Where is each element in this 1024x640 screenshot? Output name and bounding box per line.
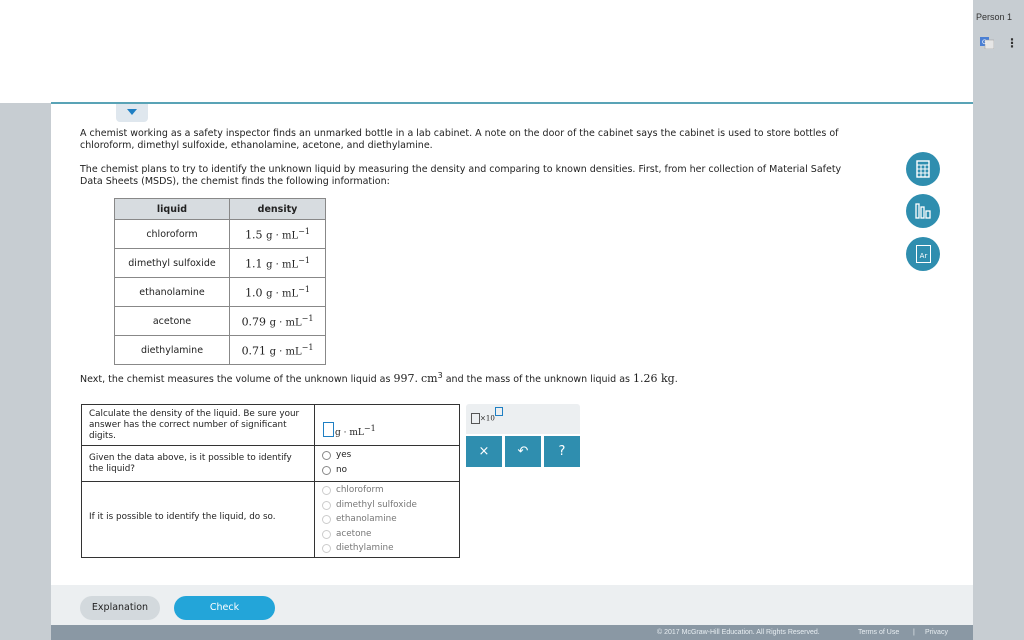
volume-value: 997. [393,372,418,386]
density-table [114,198,326,365]
option-label: ethanolamine [336,514,397,524]
x10-label: ×10 [480,414,495,423]
density-unit: g · mL [269,346,302,358]
density-unit: g · mL [266,230,299,242]
q1-text [89,409,299,442]
radio-diethylamine[interactable] [322,544,331,553]
density-exponent: −1 [298,284,310,294]
density-cell [230,220,326,249]
calculator-button[interactable] [906,152,940,186]
option-label: acetone [336,529,372,539]
density-cell [230,336,326,365]
periodic-table-icon: Ar [916,245,931,263]
density-cell [230,278,326,307]
browser-top-area [0,0,973,103]
intro-text-line2: chloroform, dimethyl sulfoxide, ethanolamine, acetone, and diethylamine. [80,140,433,151]
q2-line: the liquid? [89,464,135,474]
terms-link[interactable]: Terms of Use [858,629,900,636]
radio-no-label: no [336,465,347,475]
answer-unit [335,424,376,438]
chevron-down-icon [127,109,137,115]
answer-unit-exponent: −1 [363,424,376,433]
collapse-tab[interactable] [116,104,148,122]
q2-row [82,445,459,482]
option-label: diethylamine [336,543,394,553]
q1-line: Calculate the density of the liquid. Be sure your [89,409,300,419]
radio-yes-label: yes [336,450,352,460]
q2-line: Given the data above, is it possible to identify [89,453,292,463]
left-frame [0,103,51,640]
help-button[interactable]: ? [544,436,580,467]
radio-ethanolamine[interactable] [322,515,331,524]
privacy-link[interactable]: Privacy [925,629,948,636]
density-unit: g · mL [266,259,299,271]
check-button[interactable]: Check [174,596,275,620]
header-divider [51,102,973,104]
liquid-cell: dimethyl sulfoxide [115,249,230,278]
density-answer-input[interactable] [323,422,334,437]
density-unit: g · mL [266,288,299,300]
q3-row [82,481,459,558]
radio-no[interactable] [322,466,331,475]
density-value: 1.0 [245,286,263,300]
measurement-text-b: and the mass of the unknown liquid as [445,374,630,386]
density-cell [230,307,326,336]
table-row [115,220,326,249]
option-label: chloroform [336,485,384,495]
volume-unit: cm [421,372,438,386]
copyright-text: © 2017 McGraw-Hill Education. All Rights Reserved. [657,629,820,636]
undo-button[interactable]: ↶ [505,436,541,467]
radio-dimethyl-sulfoxide[interactable] [322,501,331,510]
bar-chart-icon [906,194,940,228]
liquid-cell: ethanolamine [115,278,230,307]
q1-line: answer has the correct number of significant [89,420,287,430]
option-label: dimethyl sulfoxide [336,500,417,510]
answer-unit-text: g · mL [335,428,364,438]
measurement-text [80,370,678,386]
table-row [115,336,326,365]
plan-text-line1: The chemist plans to try to identify the unknown liquid by measuring the density and comparing to known densities. First, from her collection of Material Safety [80,164,842,175]
scientific-notation-button[interactable] [471,413,503,424]
density-value: 0.71 [241,344,267,358]
footer-separator: | [913,629,915,636]
svg-text:G: G [982,39,987,46]
radio-yes[interactable] [322,451,331,460]
right-frame [973,0,1024,640]
liquid-cell: acetone [115,307,230,336]
table-row [115,249,326,278]
table-row [115,307,326,336]
density-exponent: −1 [301,313,314,323]
density-exponent: −1 [301,342,314,352]
clear-button[interactable]: × [466,436,502,467]
density-value: 1.1 [245,257,263,271]
mantissa-box-icon [471,413,480,424]
radio-acetone[interactable] [322,530,331,539]
more-options-icon[interactable]: ⋮ [1006,36,1018,50]
liquid-cell: chloroform [115,220,230,249]
density-value: 1.5 [245,228,263,242]
q1-line: digits. [89,431,116,441]
exponent-box-icon [495,407,503,416]
plan-text-line2: Data Sheets (MSDS), the chemist finds the following information: [80,176,390,187]
q3-text: If it is possible to identify the liquid, do so. [89,512,276,522]
q2-text [89,453,292,475]
density-unit: g · mL [269,317,302,329]
data-button[interactable] [906,194,940,228]
translate-icon[interactable] [980,37,994,49]
volume-exponent: 3 [437,371,443,380]
density-value: 0.79 [241,315,267,329]
user-profile-label[interactable]: Person 1 [976,12,1013,22]
measurement-text-a: Next, the chemist measures the volume of the unknown liquid as [80,374,391,386]
radio-chloroform[interactable] [322,486,331,495]
density-exponent: −1 [298,226,310,236]
explanation-button[interactable]: Explanation [80,596,160,620]
density-exponent: −1 [298,255,310,265]
density-cell [230,249,326,278]
table-header-liquid: liquid [115,199,230,220]
bottom-bar [51,625,973,640]
mass-value: 1.26 kg [633,372,675,386]
table-row [115,278,326,307]
intro-text-line1: A chemist working as a safety inspector finds an unmarked bottle in a lab cabinet. A note on the door of the cabinet says the cabinet is used to store bottles of [80,128,839,139]
measurement-text-end: . [674,374,678,386]
question-table [81,404,460,558]
calculator-icon [906,152,940,186]
liquid-cell: diethylamine [115,336,230,365]
periodic-table-button[interactable] [906,237,940,271]
table-header-density: density [230,199,326,220]
